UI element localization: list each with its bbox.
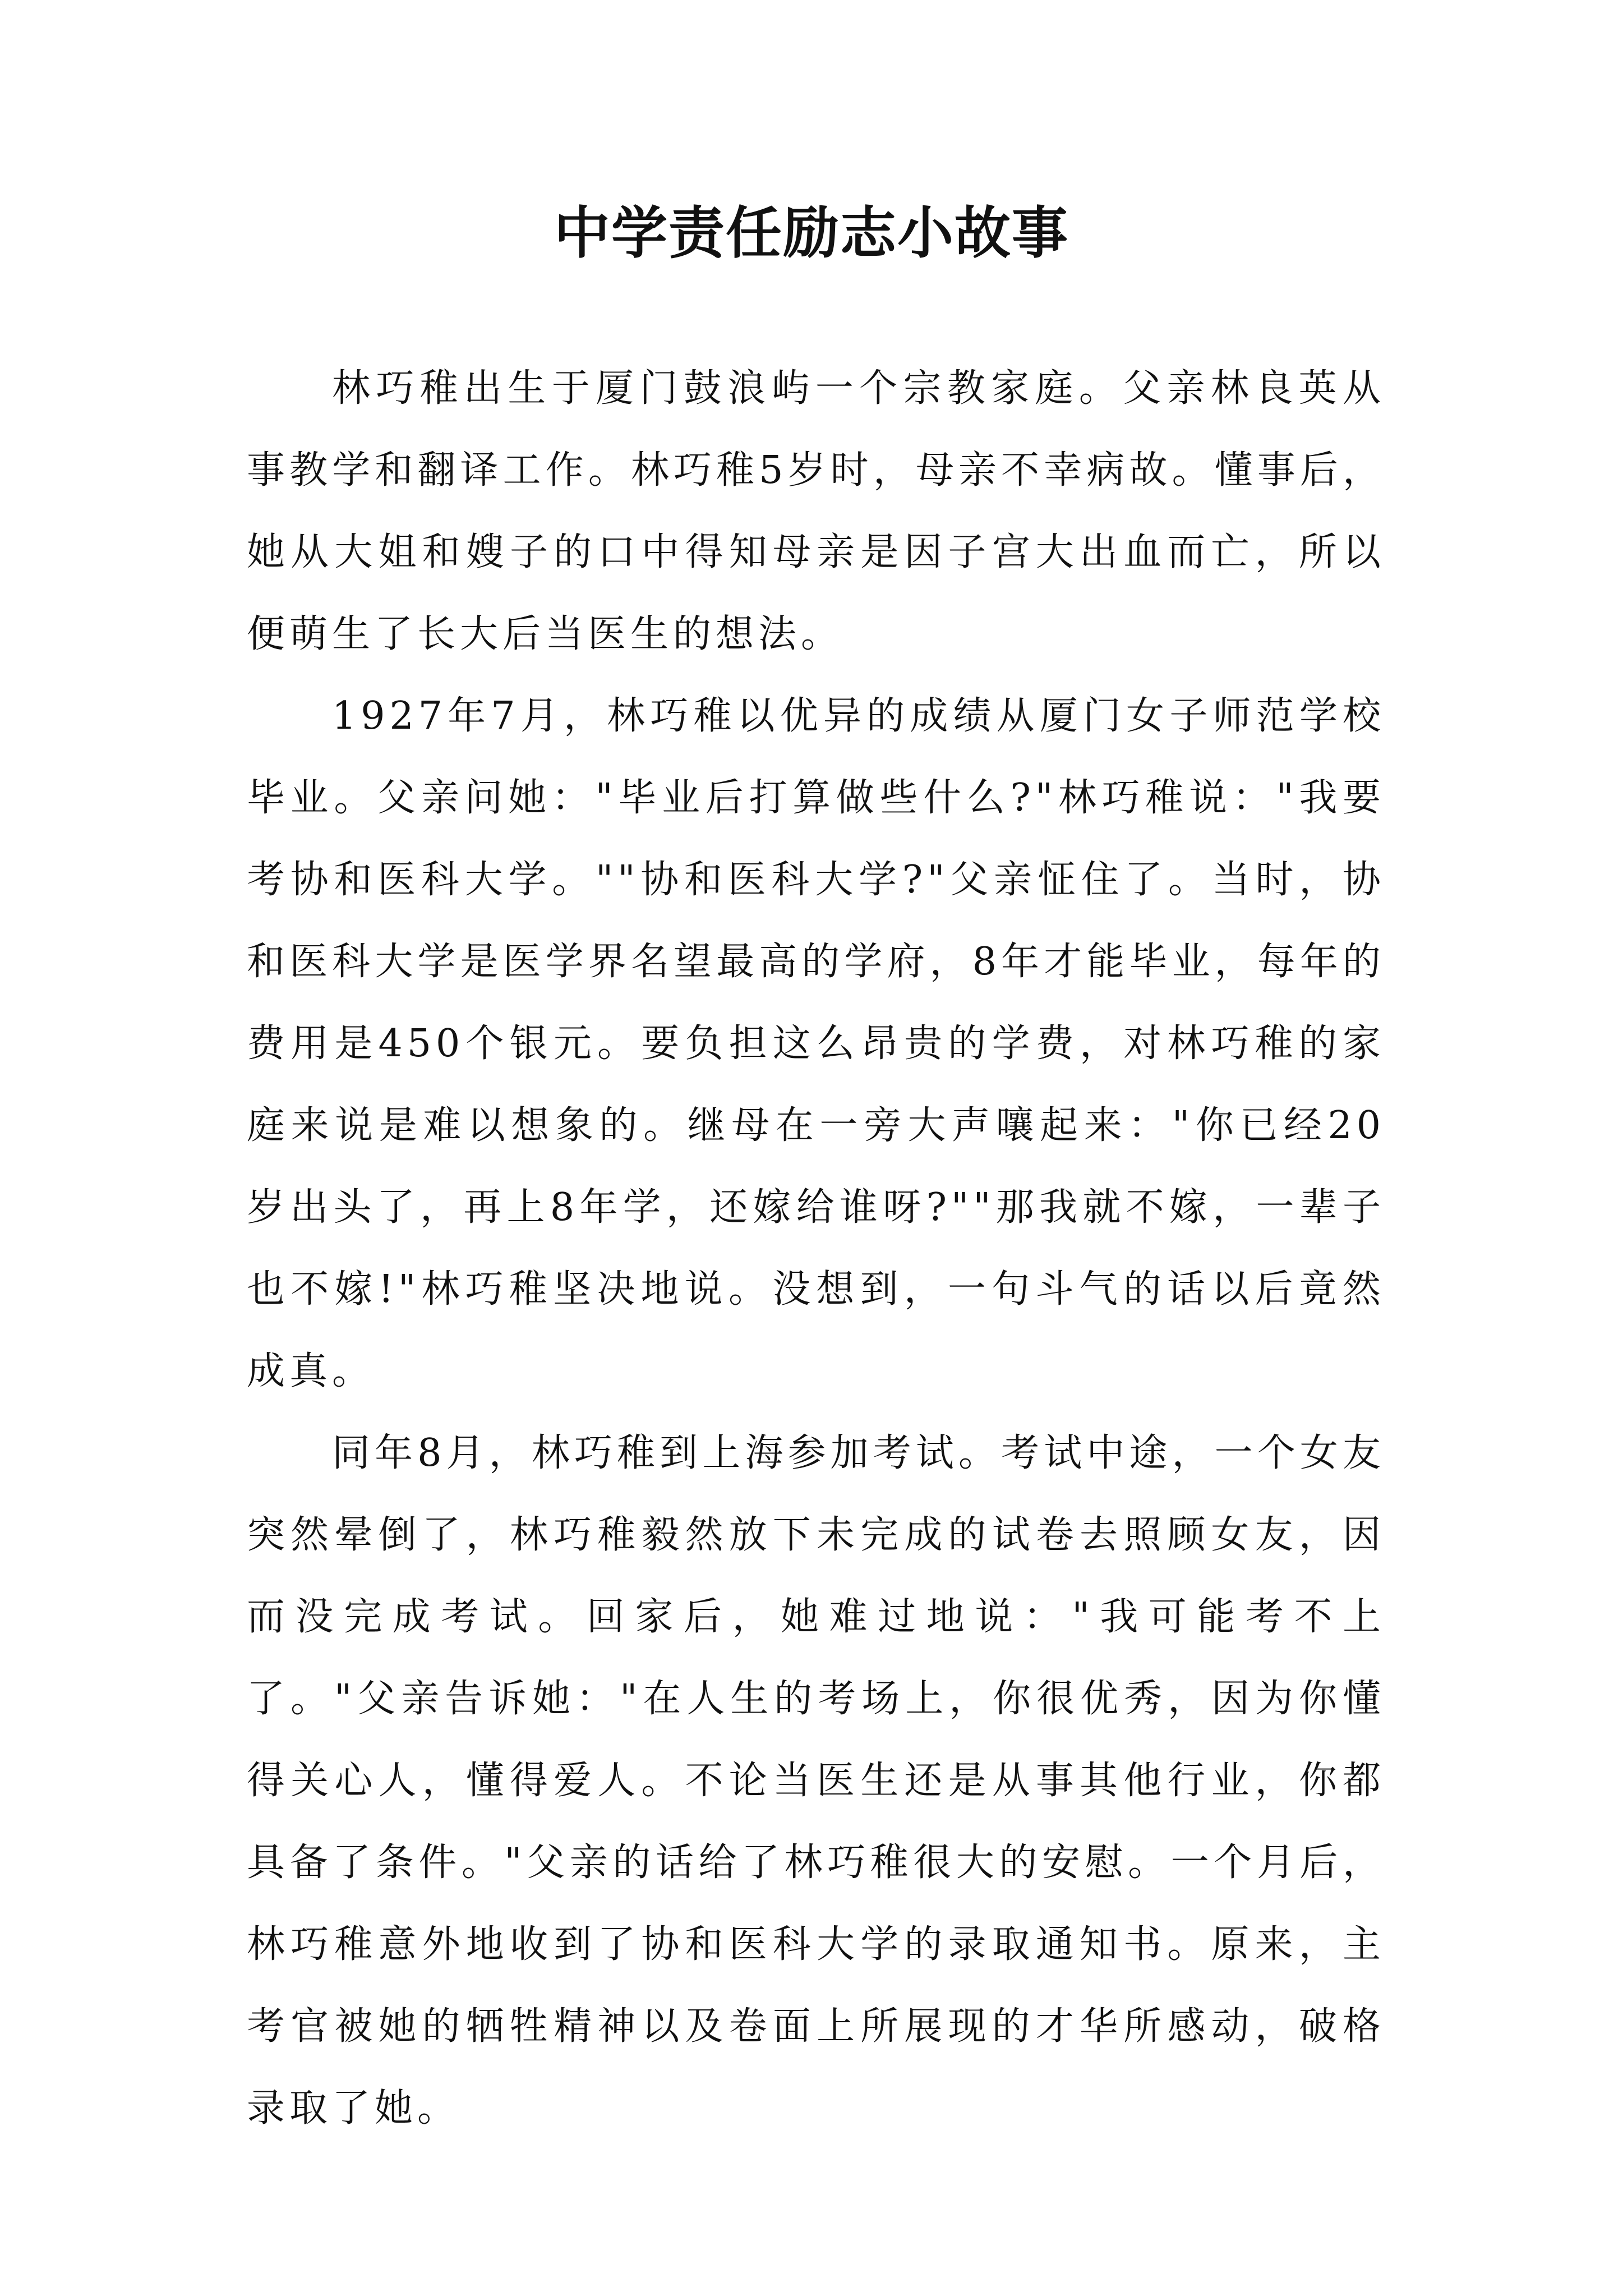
paragraph-3: 同年8月，林巧稚到上海参加考试。考试中途，一个女友突然晕倒了，林巧稚毅然放下未完成的试卷去照顾女友，因而没完成考试。回家后，她难过地说："我可能考不上了。"父亲告诉她："在人生的考场上，你很优秀，因为你懂得关心人，懂得爱人。不论当医生还是从事其他行业，你都具备了条件。"父亲的话给了林巧稚很大的安慰。一个月后，林巧稚意外地收到了协和医科大学的录取通知书。原来，主考官被她的牺牲精神以及卷面上所展现的才华所感动，破格录取了她。 bbox=[247, 1431, 1385, 2131]
document-body bbox=[247, 348, 1385, 2150]
paragraph-1: 林巧稚出生于厦门鼓浪屿一个宗教家庭。父亲林良英从事教学和翻译工作。林巧稚5岁时，母亲不幸病故。懂事后，她从大姐和嫂子的口中得知母亲是因子宫大出血而亡，所以便萌生了长大后当医生的想法。 bbox=[247, 366, 1385, 656]
paragraph-2: 1927年7月，林巧稚以优异的成绩从厦门女子师范学校毕业。父亲问她："毕业后打算做些什么?"林巧稚说："我要考协和医科大学。""协和医科大学?"父亲怔住了。当时，协和医科大学是医学界名望最高的学府，8年才能毕业，每年的费用是450个银元。要负担这么昂贵的学费，对林巧稚的家庭来说是难以想象的。继母在一旁大声嚷起来："你已经20岁出头了，再上8年学，还嫁给谁呀?""那我就不嫁，一辈子也不嫁!"林巧稚坚决地说。没想到，一句斗气的话以后竟然成真。 bbox=[247, 694, 1385, 1393]
document-title: 中学责任励志小故事 bbox=[554, 200, 1069, 266]
